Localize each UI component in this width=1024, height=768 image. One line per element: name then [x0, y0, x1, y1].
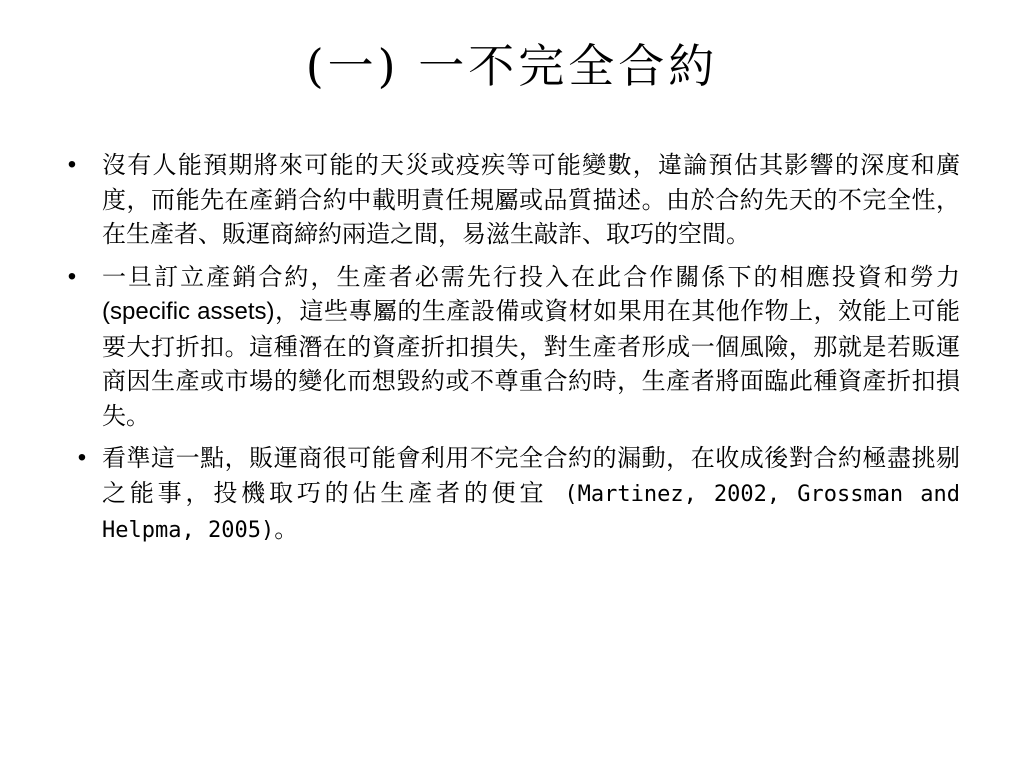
slide-title: (一) 一不完全合約 [305, 39, 719, 93]
bullet-icon: • [67, 262, 77, 290]
bullet-item [60, 441, 960, 549]
citation: (Martinez, 2002, Grossman and Helpma, 2005) [102, 481, 960, 543]
bullet-end: 。 [274, 515, 299, 543]
bullet-icon: • [77, 444, 87, 471]
bullet-item [60, 260, 960, 434]
bullet-text: 一旦訂立產銷合約，生產者必需先行投入在此合作關係下的相應投資和勞力 [102, 262, 960, 291]
bullet-text: 看準這一點，販運商很可能會利用不完全合約的漏動，在收成後對合約極盡挑剔之能事，投機取巧的佔生產者的便宜 [102, 444, 960, 507]
bullet-icon: • [67, 151, 77, 178]
bullet-text-continued: ，這些專屬的生產設備或資材如果用在其他作物上，效能上可能要大打折扣。這種潛在的資產折扣損失，對生產者形成一個風險，那就是若販運商因生產或市場的變化而想毀約或不尊重合約時，生產者將面臨此種資產折扣損失。 [102, 297, 961, 430]
bullet-list [60, 148, 960, 557]
english-term: (specific assets) [102, 298, 275, 325]
bullet-item [60, 148, 960, 252]
bullet-text: 沒有人能預期將來可能的天災或疫疾等可能變數，違論預估其影響的深度和廣度，而能先在產銷合約中載明責任規屬或品質描述。由於合約先天的不完全性，在生產者、販運商締約兩造之間，易滋生敲詐、取巧的空間。 [102, 151, 960, 248]
